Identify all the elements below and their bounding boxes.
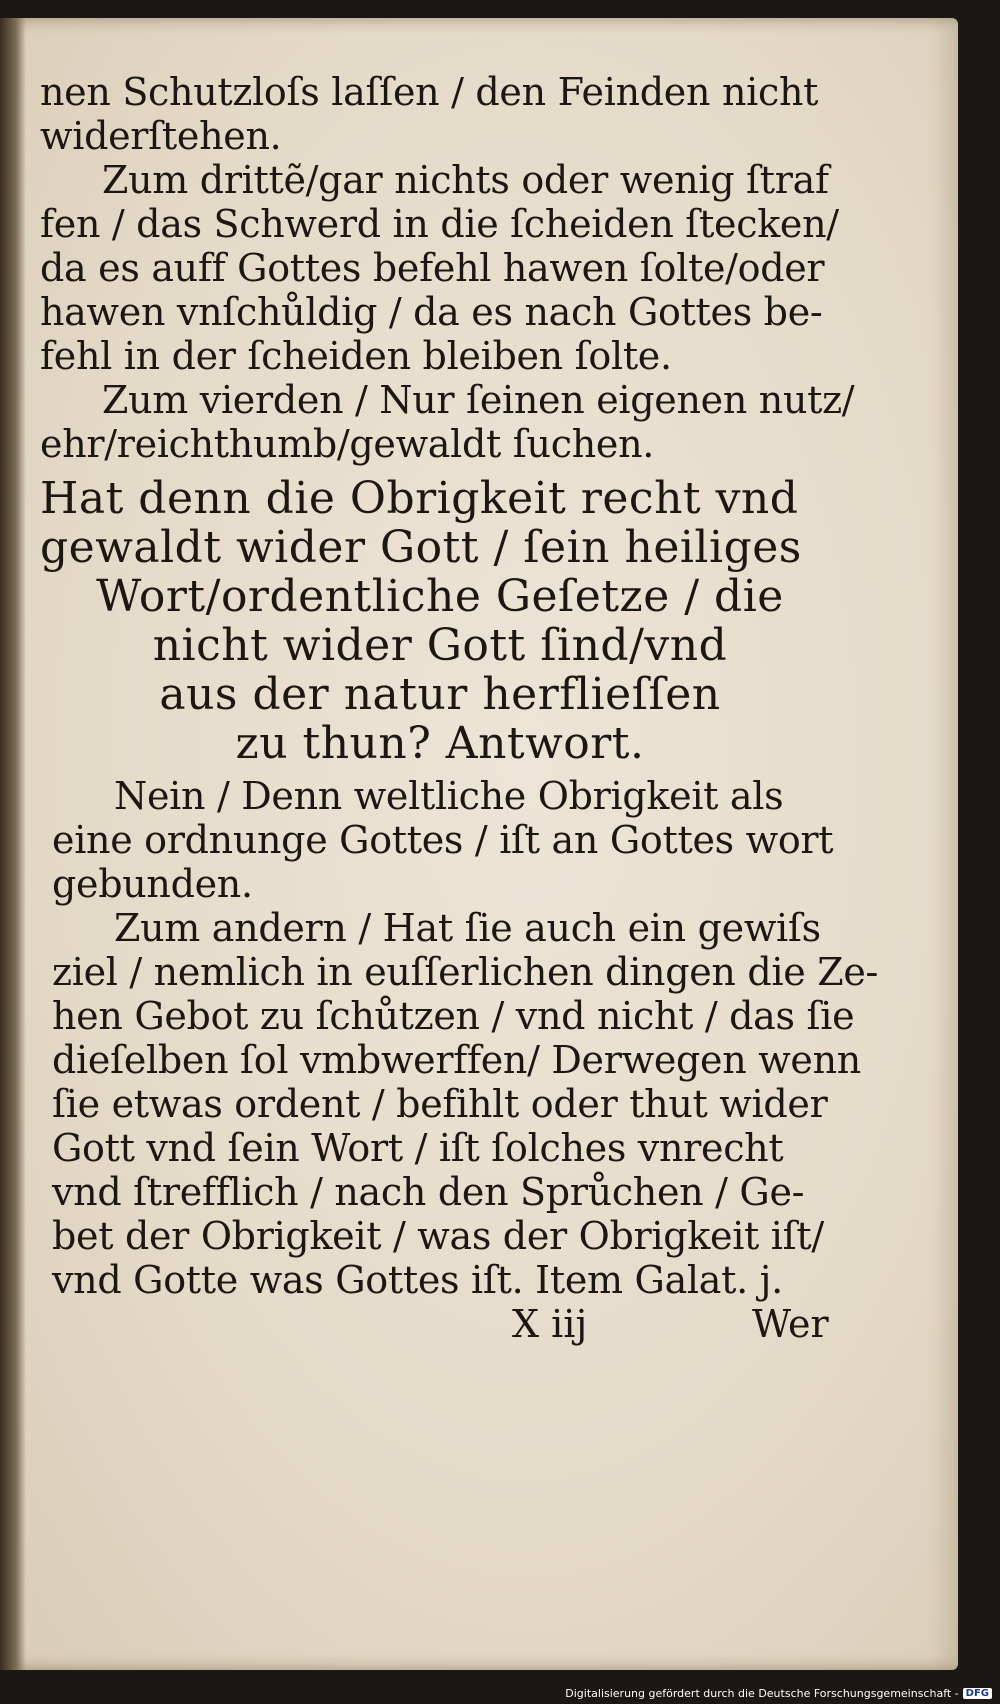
page-text bbox=[40, 70, 879, 1346]
text-line: vnd Gotte was Gottes iſt. Item Galat. j. bbox=[52, 1258, 783, 1302]
text-line: da es auff Gottes befehl hawen ſolte/oder bbox=[40, 246, 825, 290]
text-line: ehr/reichthumb/gewaldt ſuchen. bbox=[40, 422, 655, 466]
top-paragraph bbox=[40, 70, 855, 466]
page-footer bbox=[52, 1302, 840, 1346]
text-line: eine ordnunge Gottes / iſt an Gottes wort bbox=[52, 818, 834, 862]
text-line: fehl in der ſcheiden bleiben ſolte. bbox=[40, 334, 672, 378]
text-line: Zum andern / Hat ſie auch ein gewiſs bbox=[114, 906, 821, 950]
heading-line: Wort/ordentliche Geſetze / die bbox=[96, 571, 784, 622]
text-line: dieſelben ſol vmbwerffen/ Derwegen wenn bbox=[52, 1038, 861, 1082]
question-heading bbox=[40, 474, 840, 768]
text-line: Gott vnd ſein Wort / iſt ſolches vnrecht bbox=[52, 1126, 784, 1170]
text-line: hen Gebot zu ſchůtzen / vnd nicht / das ſie bbox=[52, 994, 855, 1038]
answer-paragraph bbox=[40, 774, 879, 1346]
heading-line: aus der natur herflieſſen bbox=[159, 669, 721, 720]
text-line: Nein / Denn weltliche Obrigkeit als bbox=[114, 774, 784, 818]
heading-line: zu thun? Antwort. bbox=[235, 718, 645, 769]
heading-line: nicht wider Gott ſind/vnd bbox=[152, 620, 728, 671]
text-line: Zum vierden / Nur ſeinen eigenen nutz/ bbox=[102, 378, 855, 422]
heading-line: Hat denn die Obrigkeit recht vnd bbox=[40, 473, 799, 524]
text-line: Zum drittẽ/gar nichts oder wenig ſtraf bbox=[102, 158, 829, 202]
catchword: Wer bbox=[752, 1302, 829, 1346]
book-spine-shadow bbox=[0, 18, 26, 1670]
text-line: gebunden. bbox=[52, 862, 253, 906]
dfg-logo-icon: DFG bbox=[963, 1688, 992, 1699]
text-line: ziel / nemlich in euſſerlichen dingen die Ze- bbox=[52, 950, 879, 994]
text-line: widerſtehen. bbox=[40, 114, 282, 158]
text-line: fen / das Schwerd in die ſcheiden ſtecken/ bbox=[40, 202, 839, 246]
credit-text: Digitalisierung gefördert durch die Deutsche Forschungsgemeinschaft - bbox=[565, 1687, 959, 1700]
text-line: bet der Obrigkeit / was der Obrigkeit iſt/ bbox=[52, 1214, 824, 1258]
heading-line: gewaldt wider Gott / ſein heiliges bbox=[40, 522, 802, 573]
text-line: vnd ſtrefflich / nach den Sprůchen / Ge- bbox=[52, 1170, 805, 1214]
signature-mark: X iij bbox=[512, 1302, 588, 1346]
text-line: hawen vnſchůldig / da es nach Gottes be- bbox=[40, 290, 823, 334]
text-line: ſie etwas ordent / befihlt oder thut wider bbox=[52, 1082, 828, 1126]
text-line: nen Schutzloſs laſſen / den Feinden nicht bbox=[40, 70, 819, 114]
digitization-credit bbox=[565, 1687, 992, 1700]
